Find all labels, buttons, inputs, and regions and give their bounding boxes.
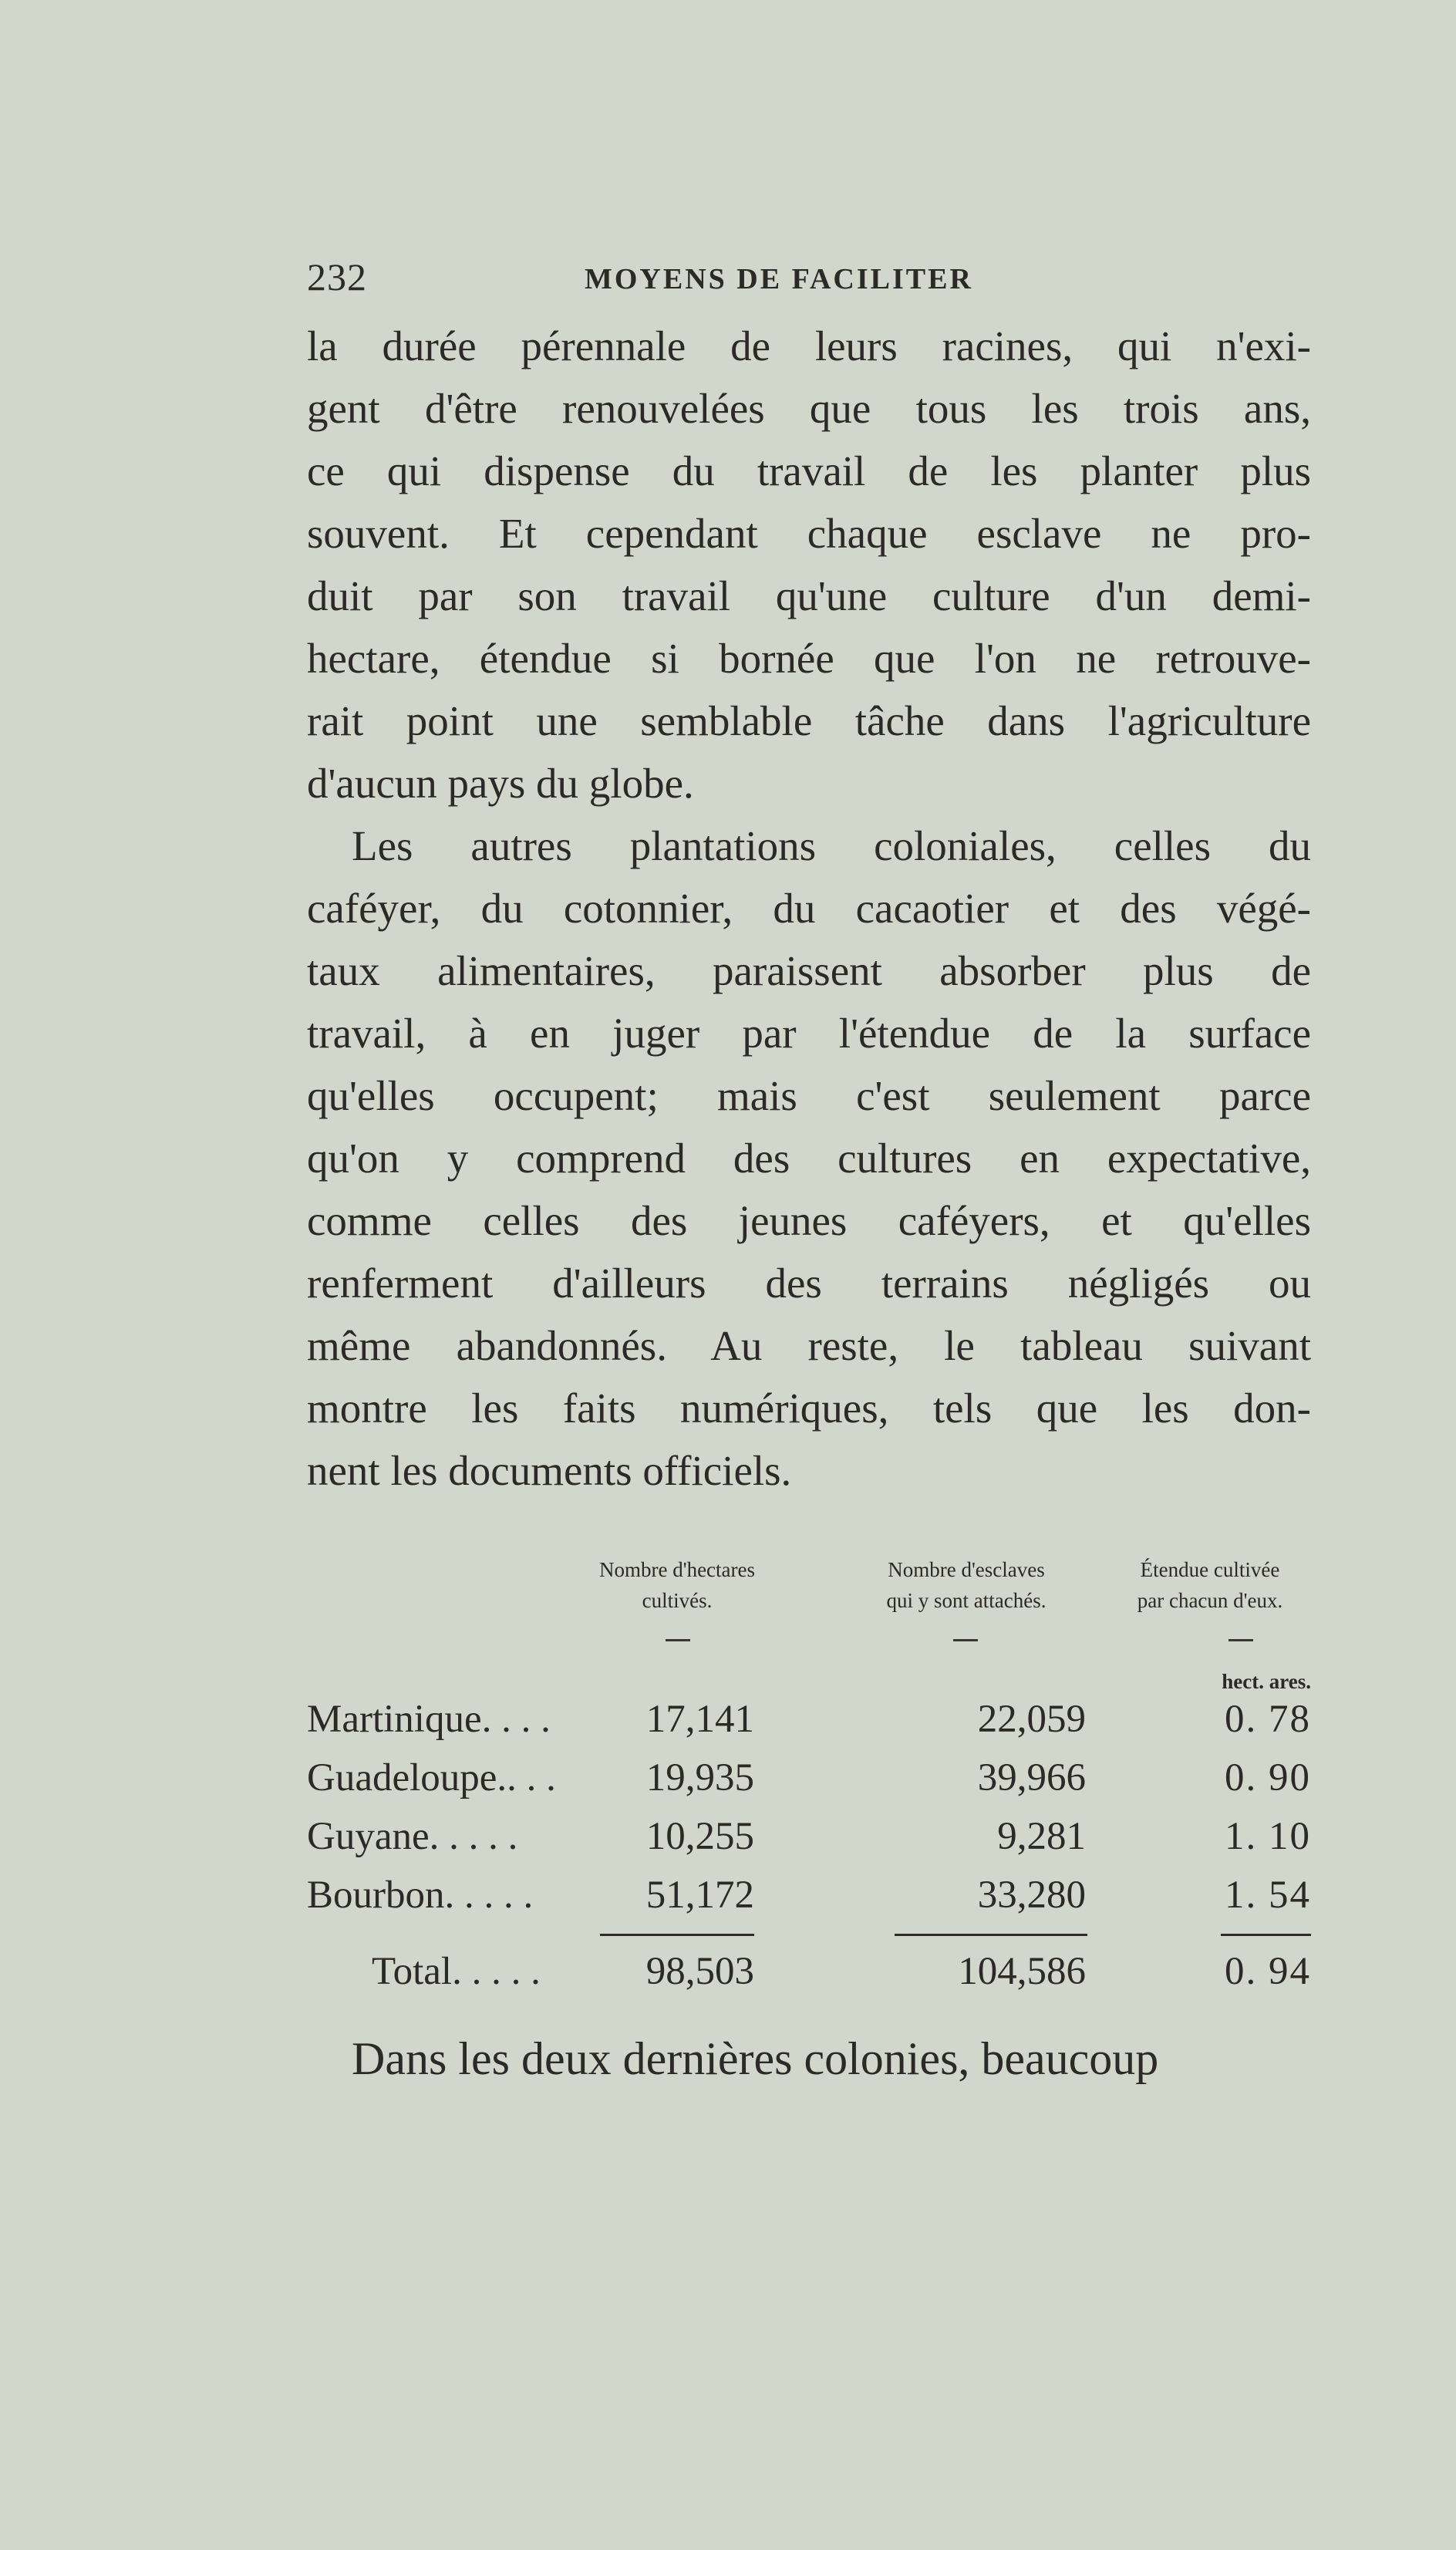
header-dash (1228, 1639, 1253, 1641)
text-line: hectare, étendue si bornée que l'on ne retrouve- (307, 635, 1311, 682)
slaves-value: 9,281 (997, 1815, 1086, 1858)
body-text (307, 315, 1311, 1502)
text-line: renferment d'ailleurs des terrains négligés ou (307, 1260, 1311, 1307)
text-line: montre les faits numériques, tels que les don- (307, 1385, 1311, 1432)
text-line: qu'on y comprend des cultures en expectative, (307, 1135, 1311, 1182)
extent-value: 0. 78 (1225, 1698, 1311, 1741)
slaves-value: 22,059 (977, 1698, 1086, 1741)
header-hectares-line2: cultivés. (642, 1589, 713, 1612)
colony-name: Guadeloupe.. . . (307, 1756, 556, 1800)
hectares-value: 17,141 (645, 1698, 754, 1741)
text-line: la durée pérennale de leurs racines, qui n'exi- (307, 322, 1311, 369)
header-dash (666, 1639, 690, 1641)
total-rule (1221, 1934, 1311, 1936)
continuation-line: Dans les deux dernières colonies, beaucoup (352, 2033, 1159, 2084)
text-line: ce qui dispense du travail de les planter plus (307, 447, 1311, 494)
header-dash (953, 1639, 978, 1641)
header-extent-line1: Étendue cultivée (1140, 1558, 1280, 1581)
total-rule (600, 1934, 754, 1936)
total-slaves: 104,586 (958, 1950, 1086, 1993)
hectares-value: 10,255 (645, 1815, 754, 1858)
colonies-table (307, 1554, 1311, 2017)
text-line: souvent. Et cependant chaque esclave ne pro- (307, 510, 1311, 557)
header-slaves-line2: qui y sont attachés. (886, 1589, 1046, 1612)
text-line: gent d'être renouvelées que tous les trois ans, (307, 385, 1311, 432)
page-number: 232 (307, 255, 367, 299)
text-line: duit par son travail qu'une culture d'un demi- (307, 572, 1311, 619)
header-hectares (569, 1554, 785, 1616)
text-line: travail, à en juger par l'étendue de la surface (307, 1010, 1311, 1057)
units-label: hect. ares. (1222, 1670, 1311, 1693)
text-line: comme celles des jeunes caféyers, et qu'elles (307, 1197, 1311, 1244)
header-slaves-line1: Nombre d'esclaves (888, 1558, 1045, 1581)
slaves-value: 39,966 (977, 1756, 1086, 1800)
header-extent-line2: par chacun d'eux. (1137, 1589, 1283, 1612)
text-line: nent les documents officiels. (307, 1447, 792, 1494)
table-row (307, 1756, 1311, 1814)
header-slaves (839, 1554, 1094, 1616)
table-row (307, 1697, 1311, 1756)
hectares-value: 51,172 (645, 1874, 754, 1917)
page-header (307, 255, 1311, 316)
total-hectares: 98,503 (645, 1950, 754, 1993)
total-row (307, 1949, 1311, 2008)
header-extent (1109, 1554, 1311, 1616)
total-label: Total. . . . . (372, 1950, 541, 1993)
header-hectares-line1: Nombre d'hectares (598, 1558, 756, 1581)
text-line: d'aucun pays du globe. (307, 760, 694, 807)
running-title: MOYENS DE FACILITER (585, 263, 973, 295)
text-line: rait point une semblable tâche dans l'agriculture (307, 697, 1311, 744)
text-line: qu'elles occupent; mais c'est seulement parce (307, 1072, 1311, 1119)
colony-name: Bourbon. . . . . (307, 1874, 534, 1917)
text-line: même abandonnés. Au reste, le tableau suivant (307, 1322, 1311, 1369)
extent-value: 1. 10 (1225, 1815, 1311, 1858)
table-row (307, 1814, 1311, 1873)
text-line: taux alimentaires, paraissent absorber plus de (307, 947, 1311, 994)
extent-value: 1. 54 (1225, 1874, 1311, 1917)
table-row (307, 1873, 1311, 1931)
hectares-value: 19,935 (645, 1756, 754, 1800)
text-line: Les autres plantations coloniales, celles du (352, 822, 1311, 869)
text-line: caféyer, du cotonnier, du cacaotier et des végé- (307, 885, 1311, 932)
colony-name: Guyane. . . . . (307, 1815, 518, 1858)
total-rule (895, 1934, 1087, 1936)
colony-name: Martinique. . . . (307, 1698, 551, 1741)
extent-value: 0. 90 (1225, 1756, 1311, 1800)
total-extent: 0. 94 (1225, 1950, 1311, 1993)
slaves-value: 33,280 (977, 1874, 1086, 1917)
